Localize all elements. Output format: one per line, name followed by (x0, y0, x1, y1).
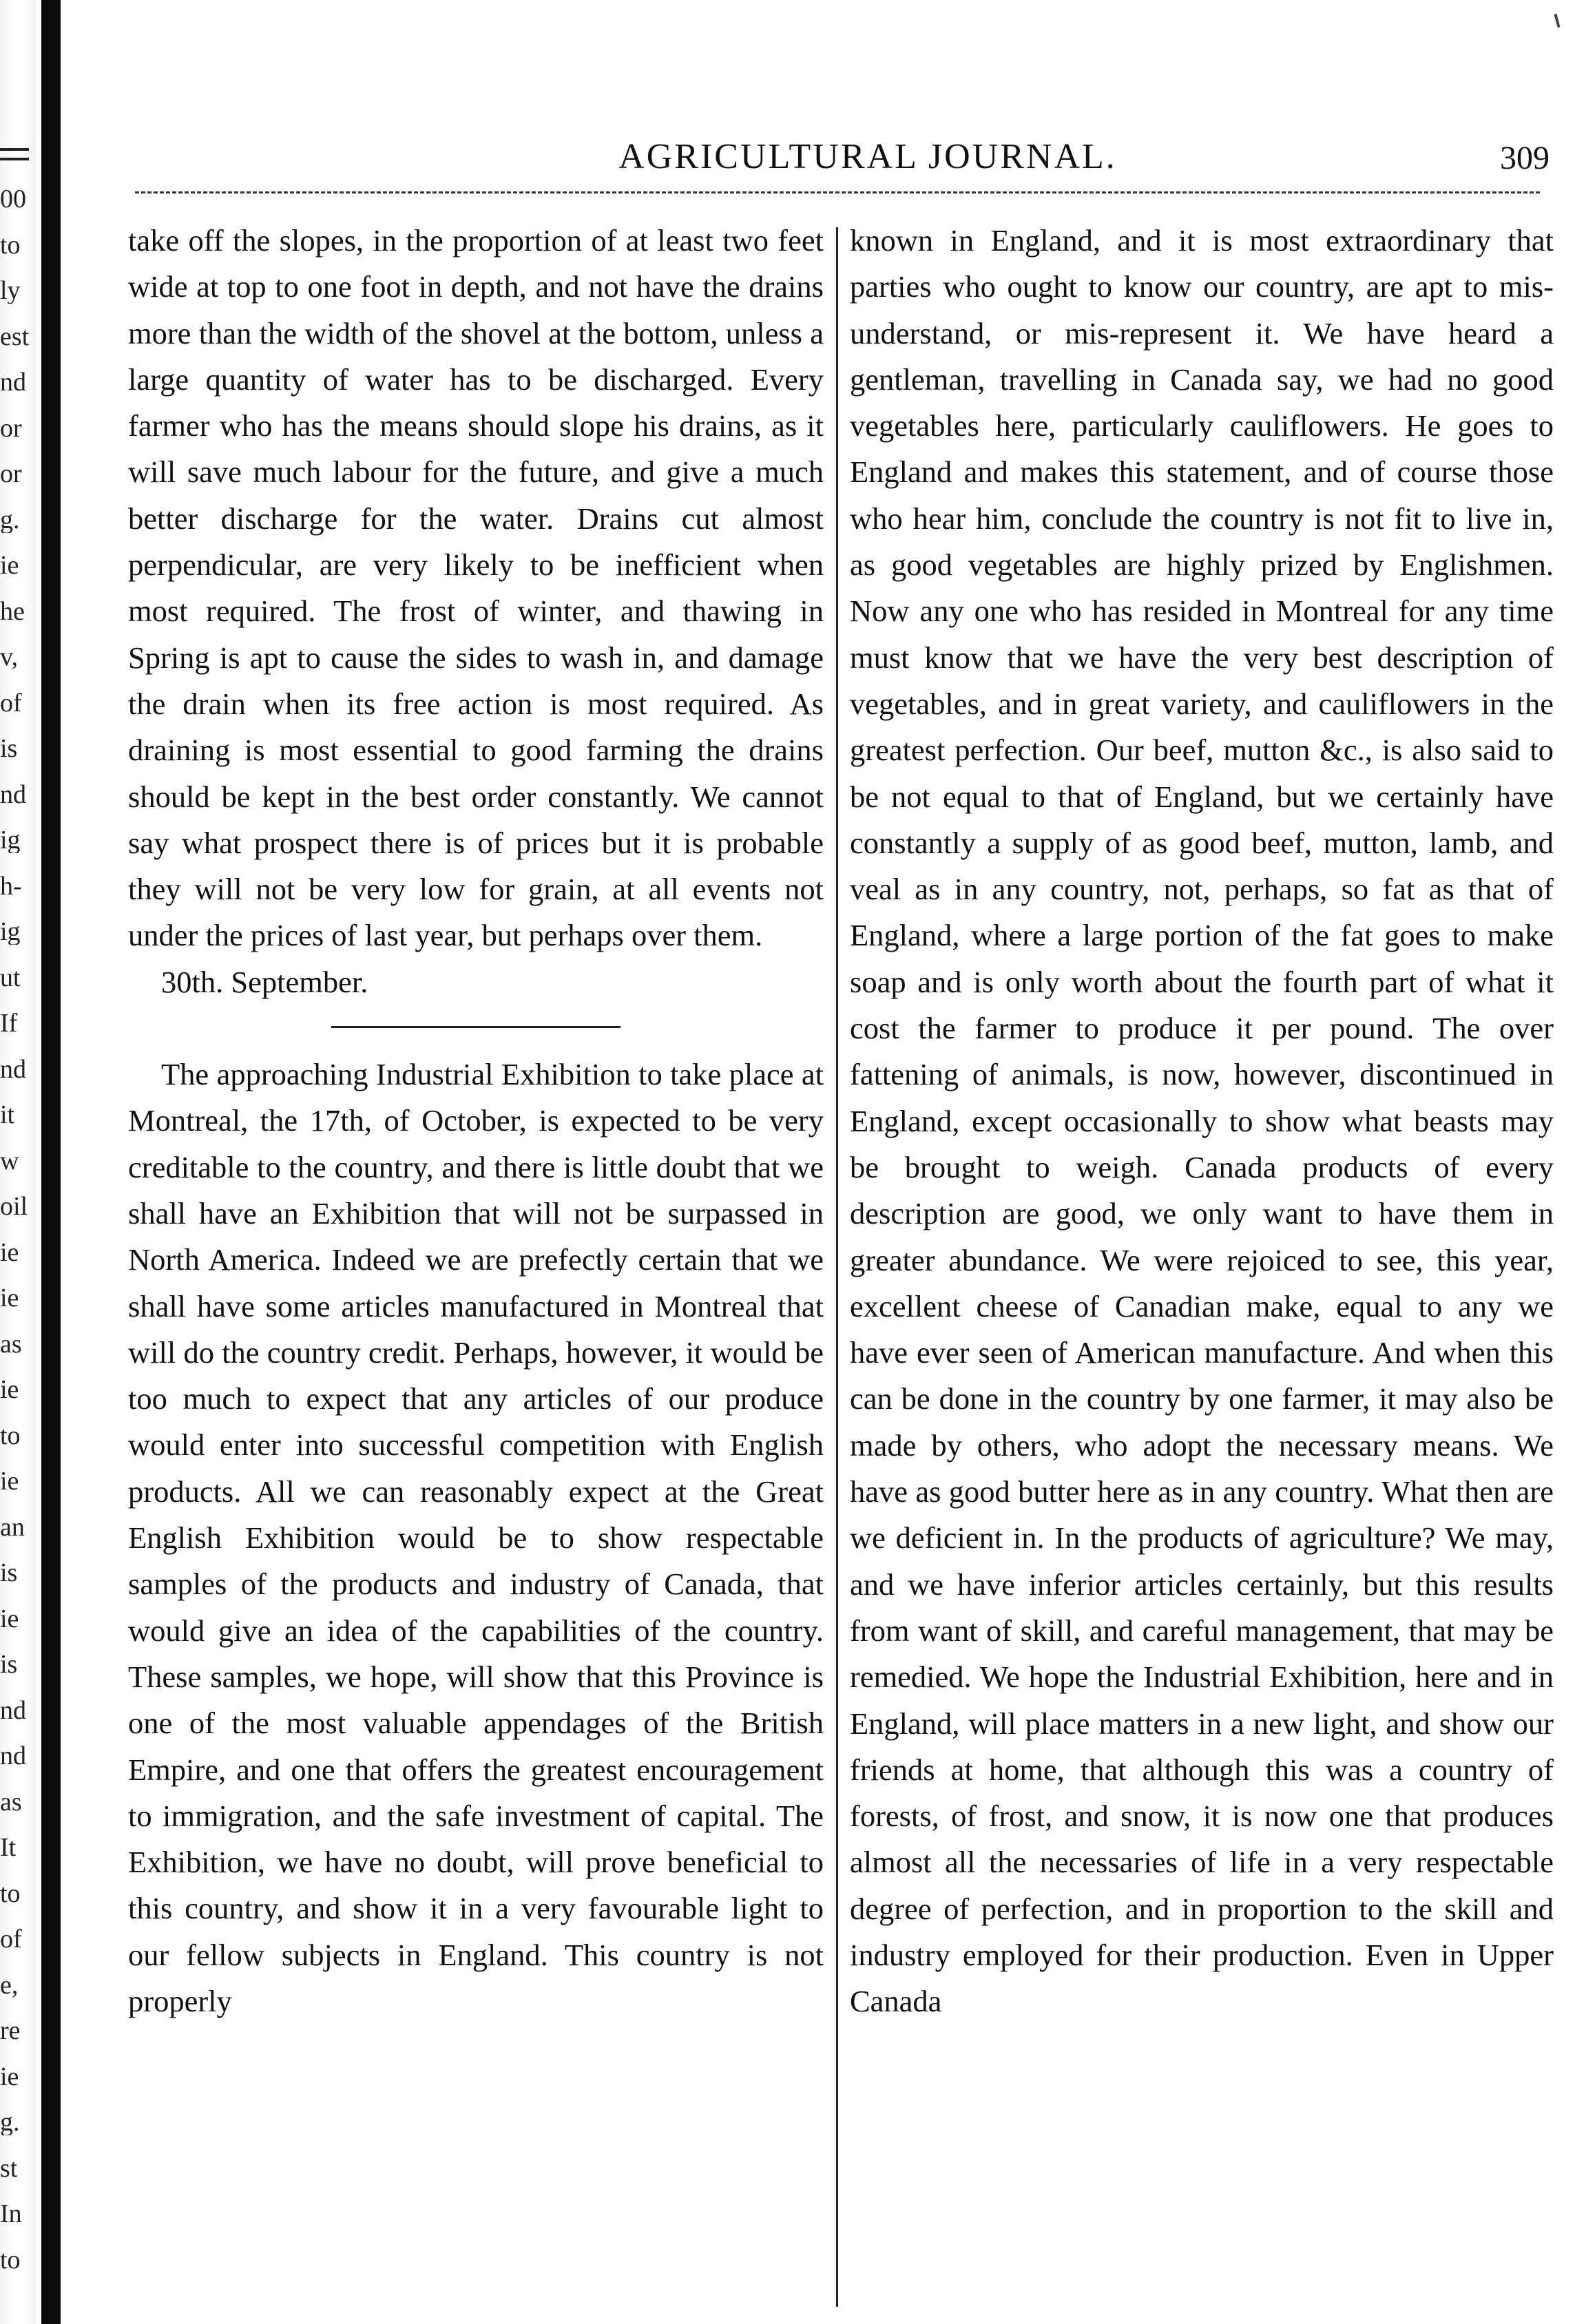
margin-fragment: is (0, 1560, 18, 1586)
margin-fragment: to (0, 1880, 21, 1907)
margin-fragment: it (0, 1102, 15, 1128)
margin-fragment: g. (0, 506, 20, 533)
margin-fragment: he (0, 598, 25, 625)
margin-fragment: h- (0, 872, 22, 899)
header-rule (135, 191, 1540, 193)
margin-fragment: is (0, 735, 18, 762)
margin-fragment: oil (0, 1193, 28, 1219)
margin-fragment: re (0, 2018, 21, 2044)
margin-fragment: to (0, 2246, 21, 2273)
margin-fragment: 00 (0, 186, 26, 212)
margin-fragment: ie (0, 1239, 19, 1266)
margin-rule-mark (0, 148, 29, 160)
margin-fragment: nd (0, 1056, 26, 1082)
margin-fragment: ie (0, 1468, 19, 1494)
margin-fragment: ie (0, 1605, 19, 1632)
margin-fragment: ie (0, 2063, 19, 2090)
right-column (850, 218, 1554, 2025)
margin-fragment: g. (0, 2109, 20, 2135)
margin-fragment: of (0, 689, 22, 716)
margin-fragment: st (0, 2155, 18, 2181)
margin-fragment: nd (0, 369, 26, 395)
margin-fragment: nd (0, 1697, 26, 1724)
margin-fragment: ig (0, 919, 21, 945)
dateline: 30th. September. (161, 964, 368, 999)
margin-fragment: w (0, 1147, 19, 1174)
margin-fragment: ly (0, 278, 21, 304)
margin-fragment: ie (0, 1285, 19, 1311)
margin-fragment: of (0, 1926, 22, 1952)
margin-fragment: nd (0, 781, 26, 808)
exhibition-paragraph: The approaching Industrial Exhibition to take place at Montreal, the 17th, of October, is expected to be very creditable to the country, and there is little doubt that we shall have an Exhibition that will not be surpassed in North America. Indeed we are prefectly certain that we shall have some articles manufactured in Montreal that will do the country credit. Perhaps, however, it would be too much to expect that any articles of our produce would enter into successful competition with English products. All we can reasonably expect at the Great English Exhibition would be to show respectable samples of the products and industry of Canada, that would give an idea of the capabilities of the country. These samples, we hope, will show that this Province is one of the most valuable appendages of the British Empire, and one that offers the greatest encouragement to immigration, and the safe investment of capital. The Exhibition, we have no doubt, will prove beneficial to this country, and show it in a very favourable light to our fellow subjects in England. This country is not properly (128, 1057, 824, 2018)
margin-fragment: v, (0, 644, 19, 670)
margin-fragment: or (0, 415, 22, 441)
margin-fragment: nd (0, 1743, 26, 1769)
left-column (128, 218, 824, 2024)
margin-fragment: or (0, 461, 22, 487)
margin-fragment: is (0, 1651, 18, 1677)
margin-fragment: e, (0, 1971, 19, 1998)
continued-paragraph: known in England, and it is most extraordinary that parties who ought to know our country, are apt to mis-understand, or mis-represent it. We have heard a gentleman, travelling in Canada say, we had no good vegetables here, particularly cauliflowers. He goes to England and makes this statement, and of course those who hear him, conclude the country is not fit to live in, as good vegetables are highly prized by Englishmen. Now any one who has resided in Montreal for any time must know that we have the very best description of vegetables, and in great variety, and cauliflowers in the greatest perfection. Our beef, mutton &c., is also said to be not equal to that of England, but we certainly have constantly a supply of as good beef, mutton, lamb, and veal as in any country, not, perhaps, so fat as that of England, where a large portion of the fat goes to make soap and is only worth about the fourth part of what it cost the farmer to produce it per pound. The over fattening of animals, is now, however, discontinued in England, except occasionally to show what beasts may be brought to weigh. Canada products of every description are good, we only want to have them in greater abundance. We were rejoiced to see, this year, excellent cheese of Canadian make, equal to any we have ever seen of American manufacture. And when this can be done in the country by one farmer, it may also be made by others, who adopt the necessary means. We have as good butter here as in any country. What then are we deficient in. In the products of agriculture? We may, and we have inferior articles certainly, but this results from want of skill, and careful management, that may be remedied. We hope the Industrial Exhibition, here and in England, will place matters in a new light, and show our friends at home, that although this was a country of forests, of frost, and snow, it is now one that produces almost all the necessaries of life in a very respectable degree of perfection, and in proportion to the skill and industry employed for their production. Even in Upper Canada (850, 223, 1554, 2019)
margin-fragment: ig (0, 827, 21, 853)
column-divider (836, 227, 838, 2307)
corner-mark (1554, 14, 1560, 28)
margin-fragment: est (0, 323, 30, 350)
margin-fragment: If (0, 1010, 18, 1036)
margin-fragment: to (0, 1422, 21, 1449)
binding-gutter (41, 0, 61, 2324)
margin-fragment: to (0, 231, 21, 258)
margin-fragment: ie (0, 1376, 19, 1403)
margin-fragment: an (0, 1514, 25, 1540)
margin-fragment: In (0, 2201, 22, 2227)
running-head: AGRICULTURAL JOURNAL. (618, 137, 1117, 176)
margin-fragment: It (0, 1834, 17, 1861)
page-number: 309 (1500, 140, 1550, 176)
margin-fragment: as (0, 1330, 22, 1357)
margin-fragment: as (0, 1788, 22, 1815)
margin-fragment: ut (0, 964, 21, 991)
margin-fragment: ie (0, 552, 19, 578)
drainage-paragraph: take off the slopes, in the proportion of at least two feet wide at top to one foot in depth, and not have the drains more than the width of the shovel at the bottom, unless a large quantity of water has to be discharged. Every farmer who has the means should slope his drains, as it will save much labour for the future, and give a much better discharge for the water. Drains cut almost perpendicular, are very likely to be inefficient when most required. The frost of winter, and thawing in Spring is apt to cause the sides to wash in, and damage the drain when its free action is most required. As draining is most essential to good farming the drains should be kept in the best order constantly. We cannot say what prospect there is of prices but it is probable they will not be very low for grain, at all events not under the prices of last year, but perhaps over them. (128, 223, 824, 953)
section-divider (331, 1026, 620, 1028)
